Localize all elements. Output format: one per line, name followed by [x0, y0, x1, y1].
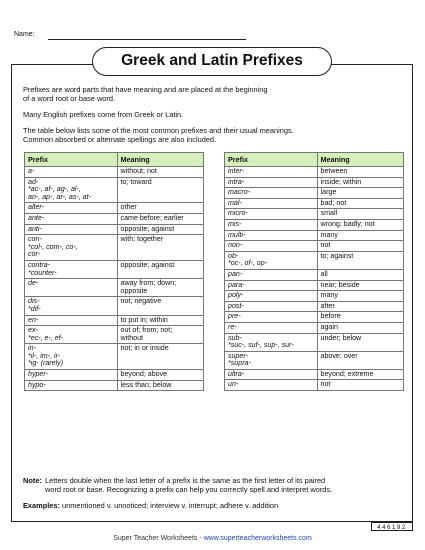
table-row — [225, 241, 404, 252]
meaning-cell: not; in or inside — [117, 344, 203, 370]
table-row — [225, 351, 404, 369]
prefix-cell: en- — [25, 315, 118, 326]
prefix-cell: hypo- — [25, 380, 118, 391]
meaning-cell: bad; not — [317, 198, 403, 209]
table-row — [25, 203, 204, 214]
note — [23, 476, 408, 494]
meaning-header: Meaning — [317, 153, 403, 167]
table-row — [25, 344, 204, 370]
meaning-cell: to; toward — [117, 177, 203, 203]
prefix-header: Prefix — [225, 153, 318, 167]
meaning-cell: with; together — [117, 235, 203, 261]
examples — [23, 501, 278, 510]
meaning-cell: inside; within — [317, 177, 403, 188]
prefix-cell: con- *col-, com-, co-, cor- — [25, 235, 118, 261]
footer — [0, 535, 425, 542]
prefix-cell: non- — [225, 241, 318, 252]
prefix-cell: hyper- — [25, 370, 118, 381]
note-line-1: Letters double when the last letter of a prefix is the same as the first letter of its paired — [45, 476, 326, 485]
table-row — [225, 312, 404, 323]
prefix-cell: ex- *ec-, e-, ef- — [25, 326, 118, 344]
table-row — [25, 213, 204, 224]
table-row — [25, 224, 204, 235]
examples-text: unmentioned v. unnoticed; interview v. interrupt; adhere v. addition — [62, 501, 279, 510]
footer-brand: Super Teacher Worksheets - — [113, 535, 204, 542]
prefix-cell: alter- — [25, 203, 118, 214]
prefix-cell: ultra- — [225, 369, 318, 380]
prefix-cell: macro- — [225, 188, 318, 199]
table-row — [225, 230, 404, 241]
meaning-header: Meaning — [117, 153, 203, 167]
note-line-2: word root or base. Recognizing a prefix can help you correctly spell and interpret words. — [45, 485, 333, 494]
table-row — [225, 251, 404, 269]
table-row — [225, 219, 404, 230]
table-row — [225, 301, 404, 312]
meaning-cell: before — [317, 312, 403, 323]
prefix-cell: ante- — [25, 213, 118, 224]
prefix-cell: post- — [225, 301, 318, 312]
prefix-cell: inter- — [225, 167, 318, 178]
meaning-cell: beyond; extreme — [317, 369, 403, 380]
prefix-cell: mis- — [225, 219, 318, 230]
table-row — [225, 291, 404, 302]
table-row — [225, 269, 404, 280]
table-row — [25, 167, 204, 178]
meaning-cell: many — [317, 291, 403, 302]
prefix-table-left — [24, 152, 204, 391]
meaning-cell: came before; earlier — [117, 213, 203, 224]
meaning-cell: to; against — [317, 251, 403, 269]
prefix-cell: in- *il-, im-, ir- *ig- (rarely) — [25, 344, 118, 370]
prefix-cell: un- — [225, 380, 318, 391]
prefix-header: Prefix — [25, 153, 118, 167]
table-row — [225, 188, 404, 199]
table-row — [25, 235, 204, 261]
page-title: Greek and Latin Prefixes — [92, 47, 332, 76]
prefix-cell: micro- — [225, 209, 318, 220]
prefix-cell: a- — [25, 167, 118, 178]
meaning-cell: wrong; badly; not — [317, 219, 403, 230]
meaning-cell: large — [317, 188, 403, 199]
prefix-cell: mal- — [225, 198, 318, 209]
table-row — [225, 322, 404, 333]
prefix-cell: para- — [225, 280, 318, 291]
table-row — [25, 297, 204, 315]
table-row — [25, 326, 204, 344]
table-row — [25, 279, 204, 297]
meaning-cell: near; beside — [317, 280, 403, 291]
examples-label: Examples: — [23, 501, 60, 510]
prefix-cell: pre- — [225, 312, 318, 323]
name-line[interactable] — [48, 39, 246, 40]
meaning-cell: opposite; against — [117, 260, 203, 278]
table-row — [25, 315, 204, 326]
worksheet-id: 446192 — [371, 522, 413, 531]
table-row — [225, 369, 404, 380]
table-row — [225, 167, 404, 178]
table-row — [25, 260, 204, 278]
table-row — [225, 209, 404, 220]
prefix-cell: ob- *oc-, of-, op- — [225, 251, 318, 269]
prefix-cell: poly- — [225, 291, 318, 302]
meaning-cell: beyond; above — [117, 370, 203, 381]
meaning-cell: not — [317, 380, 403, 391]
table-row — [25, 370, 204, 381]
meaning-cell: not; negative — [117, 297, 203, 315]
meaning-cell: less than; below — [117, 380, 203, 391]
prefix-cell: de- — [25, 279, 118, 297]
prefix-cell: dis- *dif- — [25, 297, 118, 315]
prefix-cell: ad- *ac-, af-, ag-, al-, an-, ap-, ar-, as-, at- — [25, 177, 118, 203]
prefix-table-right — [224, 152, 404, 391]
meaning-cell: without; not — [117, 167, 203, 178]
meaning-cell: many — [317, 230, 403, 241]
meaning-cell: again — [317, 322, 403, 333]
prefix-cell: super- *supra- — [225, 351, 318, 369]
intro-paragraph-1: Prefixes are word parts that have meaning and are placed at the beginning of a word root or base word. — [23, 85, 268, 103]
prefix-cell: anti- — [25, 224, 118, 235]
meaning-cell: after — [317, 301, 403, 312]
meaning-cell: opposite; against — [117, 224, 203, 235]
footer-url[interactable]: www.superteacherworksheets.com — [203, 535, 312, 542]
prefix-cell: contra- *counter- — [25, 260, 118, 278]
table-row — [225, 198, 404, 209]
prefix-cell: sub- *suc-, suf-, sup-, sur- — [225, 333, 318, 351]
table-row — [225, 177, 404, 188]
meaning-cell: out of; from; not; without — [117, 326, 203, 344]
table-row — [225, 280, 404, 291]
meaning-cell: to put in; within — [117, 315, 203, 326]
meaning-cell: between — [317, 167, 403, 178]
prefix-cell: re- — [225, 322, 318, 333]
prefix-cell: intra- — [225, 177, 318, 188]
meaning-cell: above; over — [317, 351, 403, 369]
intro-paragraph-2: Many English prefixes come from Greek or Latin. — [23, 110, 184, 119]
table-row — [25, 177, 204, 203]
table-row — [225, 333, 404, 351]
table-row — [25, 380, 204, 391]
meaning-cell: not — [317, 241, 403, 252]
meaning-cell: small — [317, 209, 403, 220]
intro-paragraph-3: The table below lists some of the most common prefixes and their usual meanings. Common absorbed or alternate spellings are also included. — [23, 126, 294, 144]
table-row — [225, 380, 404, 391]
note-label: Note: — [23, 476, 42, 485]
name-label: Name: — [14, 31, 35, 38]
prefix-cell: multi- — [225, 230, 318, 241]
prefix-cell: pan- — [225, 269, 318, 280]
meaning-cell: under; below — [317, 333, 403, 351]
meaning-cell: other — [117, 203, 203, 214]
meaning-cell: away from; down; opposite — [117, 279, 203, 297]
meaning-cell: all — [317, 269, 403, 280]
